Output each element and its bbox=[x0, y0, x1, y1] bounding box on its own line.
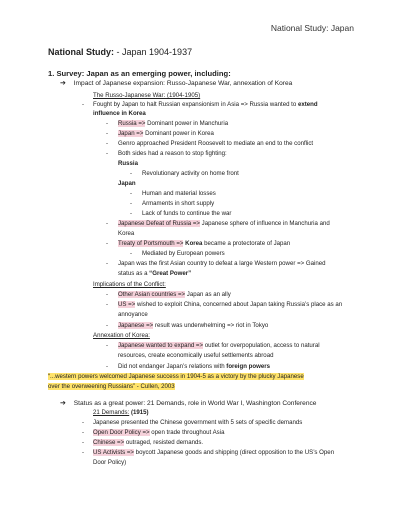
highlighted-quote-line-1: “...western powers welcomed Japanese success in 1904-5 as a victory by the plucky Japanese bbox=[48, 373, 304, 380]
dash-icon: - bbox=[82, 101, 85, 108]
dash-icon: - bbox=[106, 120, 109, 127]
list-item: Open Door Policy => open trade throughout Asia bbox=[93, 429, 225, 436]
page-header: National Study: Japan bbox=[270, 23, 354, 33]
dash-icon: - bbox=[130, 250, 133, 257]
section-1a-item: ➔ Impact of Japanese expansion: Russo-Japanese War, annexation of Korea bbox=[60, 80, 293, 87]
list-item: Human and material losses bbox=[142, 190, 216, 197]
dash-icon: - bbox=[106, 150, 109, 157]
list-item: Japan was the first Asian country to defeat a large Western power => Gained bbox=[118, 260, 326, 267]
list-item-cont: Korea bbox=[118, 230, 135, 237]
dash-icon: - bbox=[82, 439, 85, 446]
rjw-subheading: The Russo-Japanese War: (1904-1905) bbox=[93, 92, 201, 99]
dash-icon: - bbox=[130, 210, 133, 217]
list-item-cont: annoyance bbox=[118, 311, 148, 318]
dash-icon: - bbox=[82, 419, 85, 426]
list-item: Fought by Japan to halt Russian expansionism in Asia => Russia wanted to extend bbox=[93, 101, 318, 108]
section-2-item: ➔ Status as a great power: 21 Demands, role in World War I, Washington Conference bbox=[60, 400, 317, 407]
list-item-cont: influence in Korea bbox=[93, 110, 146, 117]
list-item-cont: Door Policy) bbox=[93, 459, 127, 466]
dash-icon: - bbox=[130, 200, 133, 207]
list-item: Revolutionary activity on home front bbox=[142, 170, 239, 177]
list-item: Japanese Defeat of Russia => Japanese sphere of influence in Manchuria and bbox=[118, 220, 330, 227]
list-item: Both sides had a reason to stop fighting: bbox=[118, 150, 227, 157]
list-item: Treaty of Portsmouth => Korea became a protectorate of Japan bbox=[118, 240, 291, 247]
annexation-subheading: Annexation of Korea: bbox=[93, 332, 150, 339]
dash-icon: - bbox=[106, 342, 109, 349]
list-item: US => wished to exploit China, concerned about Japan taking Russia’s place as an bbox=[118, 301, 343, 308]
demands-subheading: 21 Demands: (1915) bbox=[93, 409, 149, 416]
dash-icon: - bbox=[106, 130, 109, 137]
page-title: National Study: - Japan 1904-1937 bbox=[48, 47, 193, 57]
dash-icon: - bbox=[106, 363, 109, 370]
implications-subheading: Implications of the Conflict: bbox=[93, 281, 166, 288]
list-item: Lack of funds to continue the war bbox=[142, 210, 232, 217]
list-item: Other Asian countries => Japan as an ally bbox=[118, 291, 231, 298]
dash-icon: - bbox=[130, 170, 133, 177]
section-1-heading: 1. Survey: Japan as an emerging power, including: bbox=[48, 69, 231, 78]
dash-icon: - bbox=[106, 301, 109, 308]
list-item: Russia => Dominant power in Manchuria bbox=[118, 120, 229, 127]
dash-icon: - bbox=[106, 291, 109, 298]
dash-icon: - bbox=[106, 220, 109, 227]
subgroup-label: Russia bbox=[118, 160, 138, 167]
list-item: Armaments in short supply bbox=[142, 200, 215, 207]
list-item: Chinese => outraged, resisted demands. bbox=[93, 439, 204, 446]
list-item: Japanese wanted to expand => outlet for overpopulation, access to natural bbox=[118, 342, 320, 349]
list-item-cont: status as a “Great Power” bbox=[118, 270, 192, 277]
dash-icon: - bbox=[82, 429, 85, 436]
dash-icon: - bbox=[106, 140, 109, 147]
dash-icon: - bbox=[130, 190, 133, 197]
dash-icon: - bbox=[82, 449, 85, 456]
list-item: Mediated by European powers bbox=[142, 250, 225, 257]
list-item: US Activists => boycott Japanese goods and shipping (direct opposition to the US’s Open bbox=[93, 449, 335, 456]
list-item: Genro approached President Roosevelt to mediate an end to the conflict bbox=[118, 140, 314, 147]
highlighted-quote-line-2: over the overweening Russians” - Cullen, 2003 bbox=[48, 383, 175, 390]
list-item-cont: resources, create economically useful settlements abroad bbox=[118, 352, 274, 359]
list-item: Japanese presented the Chinese government with 5 sets of specific demands bbox=[93, 419, 303, 426]
dash-icon: - bbox=[106, 240, 109, 247]
subgroup-label: Japan bbox=[118, 180, 136, 187]
dash-icon: - bbox=[106, 260, 109, 267]
arrow-icon: ➔ bbox=[60, 400, 66, 407]
list-item: Japan => Dominant power in Korea bbox=[118, 130, 214, 137]
arrow-icon: ➔ bbox=[60, 80, 66, 87]
dash-icon: - bbox=[106, 322, 109, 329]
list-item: Did not endanger Japan’s relations with foreign powers bbox=[118, 363, 270, 370]
list-item: Japanese => result was underwhelming => riot in Tokyo bbox=[118, 322, 269, 329]
